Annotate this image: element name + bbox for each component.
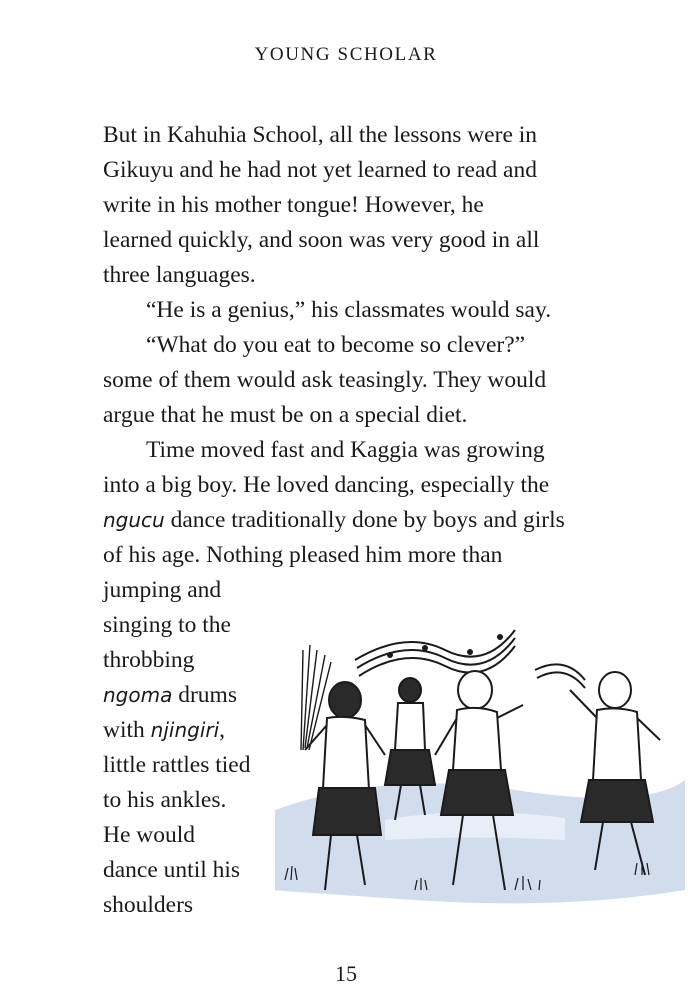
text-line: little rattles tied [103,752,251,778]
text-line: “He is a genius,” his classmates would say. [146,297,552,323]
text-line: into a big boy. He loved dancing, especially the [103,472,550,498]
text-line [103,684,237,708]
text-line: But in Kahuhia School, all the lessons were in [103,122,538,148]
text-line: dance until his [103,857,241,883]
italic-term: ngucu [103,508,165,532]
italic-term: njingiri [150,718,220,742]
text-line: He would [103,822,196,848]
text-line: of his age. Nothing pleased him more than [103,542,503,568]
text-span: dance traditionally done by boys and girls [164,507,565,533]
running-head: YOUNG SCHOLAR [254,44,438,65]
text-line: jumping and [103,577,222,603]
text-line: Gikuyu and he had not yet learned to read and [103,157,537,183]
text-line: singing to the [103,612,231,638]
text-span: , [219,717,226,743]
text-line: argue that he must be on a special diet. [103,402,468,428]
text-line: write in his mother tongue! However, he [103,192,484,218]
text-span: drums [172,682,237,708]
text-line: “What do you eat to become so clever?” [146,332,526,358]
text-line: some of them would ask teasingly. They would [103,367,547,393]
text-line: throbbing [103,647,195,673]
text-line: Time moved fast and Kaggia was growing [146,437,545,463]
ground-wash [385,812,565,840]
text-line [103,719,225,743]
text-span: with [103,717,151,743]
text-line: to his ankles. [103,787,227,813]
text-line: shoulders [103,892,194,918]
text-line [103,509,565,533]
dancers-illustration [265,590,685,920]
text-line: three languages. [103,262,256,288]
text-line: learned quickly, and soon was very good in all [103,227,540,253]
italic-term: ngoma [103,683,173,707]
page-number: 15 [335,961,357,986]
